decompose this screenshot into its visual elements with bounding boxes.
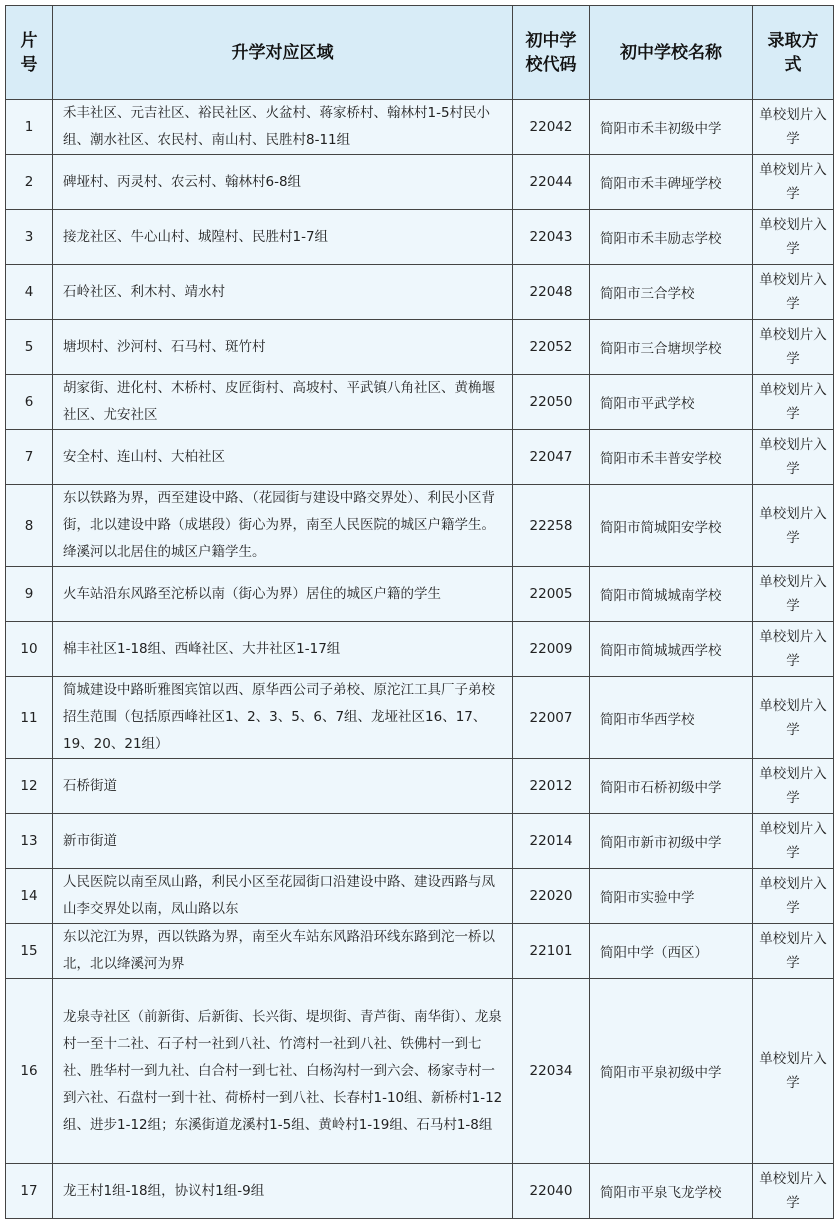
cell-no: 9 xyxy=(6,567,53,622)
cell-admission-mode: 单校划片入学 xyxy=(753,759,834,814)
cell-school-name: 简阳市实验中学 xyxy=(590,869,753,924)
cell-school-name: 简阳市平武学校 xyxy=(590,375,753,430)
cell-school-name: 简阳市三合塘坝学校 xyxy=(590,320,753,375)
cell-admission-mode: 单校划片入学 xyxy=(753,100,834,155)
cell-area: 石桥街道 xyxy=(53,759,513,814)
cell-code: 22050 xyxy=(513,375,590,430)
cell-school-name: 简阳市三合学校 xyxy=(590,265,753,320)
cell-no: 14 xyxy=(6,869,53,924)
cell-code: 22042 xyxy=(513,100,590,155)
table-row xyxy=(6,155,834,210)
table-header-row xyxy=(6,6,834,100)
cell-code: 22258 xyxy=(513,485,590,567)
cell-no: 16 xyxy=(6,979,53,1164)
cell-school-name: 简阳市简城城南学校 xyxy=(590,567,753,622)
cell-no: 1 xyxy=(6,100,53,155)
cell-area: 塘坝村、沙河村、石马村、斑竹村 xyxy=(53,320,513,375)
cell-area: 简城建设中路昕雅图宾馆以西、原华西公司子弟校、原沱江工具厂子弟校招生范围（包括原西峰社区1、2、3、5、6、7组、龙垭社区16、17、19、20、21组） xyxy=(53,677,513,759)
cell-admission-mode: 单校划片入学 xyxy=(753,320,834,375)
cell-no: 2 xyxy=(6,155,53,210)
cell-school-name: 简阳市禾丰碑垭学校 xyxy=(590,155,753,210)
cell-area: 胡家街、进化村、木桥村、皮匠街村、高坡村、平武镇八角社区、黄桷堰社区、尤安社区 xyxy=(53,375,513,430)
cell-school-name: 简阳市平泉初级中学 xyxy=(590,979,753,1164)
header-no: 片号 xyxy=(6,6,53,100)
cell-school-name: 简阳市禾丰励志学校 xyxy=(590,210,753,265)
table-row xyxy=(6,375,834,430)
cell-school-name: 简阳市平泉飞龙学校 xyxy=(590,1164,753,1219)
cell-area: 东以铁路为界，西至建设中路、（花园街与建设中路交界处）、利民小区背街，北以建设中路（成堪段）街心为界，南至人民医院的城区户籍学生。绛溪河以北居住的城区户籍学生。 xyxy=(53,485,513,567)
cell-admission-mode: 单校划片入学 xyxy=(753,430,834,485)
table-row xyxy=(6,430,834,485)
cell-no: 7 xyxy=(6,430,53,485)
table-row xyxy=(6,567,834,622)
cell-no: 11 xyxy=(6,677,53,759)
cell-admission-mode: 单校划片入学 xyxy=(753,1164,834,1219)
cell-school-name: 简阳市禾丰普安学校 xyxy=(590,430,753,485)
cell-no: 6 xyxy=(6,375,53,430)
cell-school-name: 简阳市简城阳安学校 xyxy=(590,485,753,567)
cell-admission-mode: 单校划片入学 xyxy=(753,677,834,759)
cell-area: 东以沱江为界，西以铁路为界，南至火车站东风路沿环线东路到沱一桥以北，北以绛溪河为界 xyxy=(53,924,513,979)
cell-admission-mode: 单校划片入学 xyxy=(753,622,834,677)
cell-code: 22048 xyxy=(513,265,590,320)
cell-school-name: 简阳市石桥初级中学 xyxy=(590,759,753,814)
table-row xyxy=(6,1164,834,1219)
table-row xyxy=(6,759,834,814)
cell-area: 新市街道 xyxy=(53,814,513,869)
cell-admission-mode: 单校划片入学 xyxy=(753,567,834,622)
cell-area: 安全村、连山村、大柏社区 xyxy=(53,430,513,485)
cell-code: 22009 xyxy=(513,622,590,677)
cell-code: 22047 xyxy=(513,430,590,485)
cell-no: 13 xyxy=(6,814,53,869)
cell-admission-mode: 单校划片入学 xyxy=(753,265,834,320)
cell-school-name: 简阳市简城城西学校 xyxy=(590,622,753,677)
admission-table xyxy=(5,5,834,1219)
cell-no: 12 xyxy=(6,759,53,814)
cell-code: 22052 xyxy=(513,320,590,375)
cell-code: 22007 xyxy=(513,677,590,759)
cell-admission-mode: 单校划片入学 xyxy=(753,375,834,430)
cell-no: 17 xyxy=(6,1164,53,1219)
cell-no: 5 xyxy=(6,320,53,375)
cell-no: 3 xyxy=(6,210,53,265)
cell-school-name: 简阳市新市初级中学 xyxy=(590,814,753,869)
table-row xyxy=(6,485,834,567)
cell-code: 22043 xyxy=(513,210,590,265)
cell-code: 22005 xyxy=(513,567,590,622)
table-row xyxy=(6,924,834,979)
table-row xyxy=(6,622,834,677)
cell-code: 22012 xyxy=(513,759,590,814)
table-row xyxy=(6,320,834,375)
table-row xyxy=(6,677,834,759)
cell-area: 禾丰社区、元吉社区、裕民社区、火盆村、蒋家桥村、翰林村1-5村民小组、潮水社区、农民村、南山村、民胜村8-11组 xyxy=(53,100,513,155)
table-row xyxy=(6,265,834,320)
admission-table-container xyxy=(5,5,833,1219)
cell-code: 22014 xyxy=(513,814,590,869)
cell-code: 22020 xyxy=(513,869,590,924)
header-code: 初中学校代码 xyxy=(513,6,590,100)
cell-area: 龙王村1组-18组，协议村1组-9组 xyxy=(53,1164,513,1219)
cell-area: 棉丰社区1-18组、西峰社区、大井社区1-17组 xyxy=(53,622,513,677)
cell-area: 石岭社区、利木村、靖水村 xyxy=(53,265,513,320)
cell-admission-mode: 单校划片入学 xyxy=(753,155,834,210)
header-name: 初中学校名称 xyxy=(590,6,753,100)
cell-code: 22044 xyxy=(513,155,590,210)
cell-code: 22034 xyxy=(513,979,590,1164)
cell-school-name: 简阳市禾丰初级中学 xyxy=(590,100,753,155)
header-mode: 录取方式 xyxy=(753,6,834,100)
table-row xyxy=(6,979,834,1164)
cell-admission-mode: 单校划片入学 xyxy=(753,485,834,567)
table-row xyxy=(6,869,834,924)
table-row xyxy=(6,814,834,869)
cell-no: 8 xyxy=(6,485,53,567)
cell-area: 火车站沿东风路至沱桥以南（街心为界）居住的城区户籍的学生 xyxy=(53,567,513,622)
table-row xyxy=(6,100,834,155)
cell-area: 接龙社区、牛心山村、城隍村、民胜村1-7组 xyxy=(53,210,513,265)
cell-school-name: 简阳中学（西区） xyxy=(590,924,753,979)
cell-no: 10 xyxy=(6,622,53,677)
cell-admission-mode: 单校划片入学 xyxy=(753,924,834,979)
cell-area: 人民医院以南至凤山路，利民小区至花园街口沿建设中路、建设西路与凤山李交界处以南，凤山路以东 xyxy=(53,869,513,924)
cell-admission-mode: 单校划片入学 xyxy=(753,979,834,1164)
header-area: 升学对应区域 xyxy=(53,6,513,100)
table-row xyxy=(6,210,834,265)
cell-no: 4 xyxy=(6,265,53,320)
cell-admission-mode: 单校划片入学 xyxy=(753,869,834,924)
cell-area: 龙泉寺社区（前新街、后新街、长兴街、堤坝街、青芦街、南华街）、龙泉村一至十二社、石子村一社到八社、竹湾村一社到八社、铁佛村一到七社、胜华村一到九社、白合村一到七社、白杨沟村一到六会、杨家寺村一到六社、石盘村一到十社、荷桥村一到八社、长春村1-10组、新桥村1-12组、进步1-12组；东溪街道龙溪村1-5组、黄岭村1-19组、石马村1-8组 xyxy=(53,979,513,1164)
cell-no: 15 xyxy=(6,924,53,979)
cell-code: 22101 xyxy=(513,924,590,979)
cell-code: 22040 xyxy=(513,1164,590,1219)
cell-admission-mode: 单校划片入学 xyxy=(753,814,834,869)
cell-area: 碑垭村、丙灵村、农云村、翰林村6-8组 xyxy=(53,155,513,210)
cell-school-name: 简阳市华西学校 xyxy=(590,677,753,759)
cell-admission-mode: 单校划片入学 xyxy=(753,210,834,265)
